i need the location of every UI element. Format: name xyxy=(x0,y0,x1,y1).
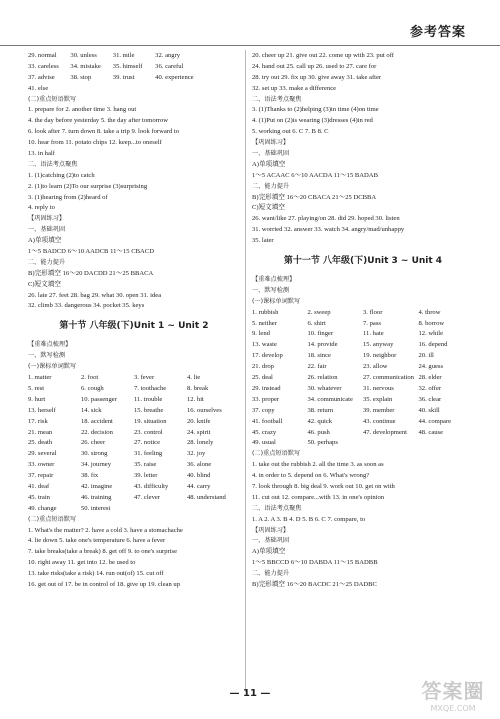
answer-line: 32. climb 33. dangerous 34. pocket 35. keys xyxy=(28,302,145,310)
answer-line: 32. set up 33. make a difference xyxy=(252,84,337,92)
answer-cell: 50. perhaps xyxy=(307,439,338,447)
section-heading: 二、语法考点聚焦 xyxy=(252,95,302,103)
answer-cell: 1. matter xyxy=(28,374,52,382)
answer-row xyxy=(28,504,240,515)
section-heading: 【巩固练习】 xyxy=(28,215,66,223)
answer-cell: 7. pass xyxy=(363,319,381,327)
answer-cell: 17. risk xyxy=(28,417,48,425)
answer-cell: 46. training xyxy=(81,493,112,501)
answer-cell: 29. normal xyxy=(28,52,57,59)
answer-cell: 3. floor xyxy=(363,308,383,316)
answer-cell: 37. advise xyxy=(28,73,55,81)
answer-row xyxy=(252,319,474,330)
answer-cell: 46. push xyxy=(307,428,330,436)
answer-cell: 29. instead xyxy=(252,384,281,392)
answer-row xyxy=(28,471,240,482)
answer-line: 1～5 BADCD 6～10 AADCB 11～15 CBACD xyxy=(28,248,154,256)
answer-cell: 15. breathe xyxy=(134,406,164,414)
answer-cell: 30. strong xyxy=(81,450,108,458)
answer-line: 1. take out the rubbish 2. all the time 3. as soon as xyxy=(252,461,384,469)
answer-row xyxy=(28,460,240,471)
answer-cell: 43. continue xyxy=(363,417,396,425)
answer-row xyxy=(28,417,240,428)
answer-line: A)单项填空 xyxy=(252,160,286,168)
answer-cell: 35. raise xyxy=(134,461,157,469)
answer-cell: 30. whatever xyxy=(307,384,342,392)
answer-cell: 39. trust xyxy=(112,73,135,81)
answer-line: C)短文填空 xyxy=(28,280,61,288)
answer-line: 1. What's the matter? 2. have a cold 3. have a stomachache xyxy=(28,526,183,534)
answer-cell: 32. joy xyxy=(187,450,206,458)
answer-line: 2. (1)to learn (2)To our surprise (3)surprising xyxy=(28,182,148,190)
answer-cell: 43. difficulty xyxy=(134,482,169,490)
answer-line: 13. take risks(take a risk) 14. run out(of) 15. cut off xyxy=(28,570,164,578)
answer-cell: 8. borrow xyxy=(418,319,445,327)
answer-row xyxy=(252,308,474,319)
answer-line: 31. worried 32. answer 33. watch 34. angry/mad/unhappy xyxy=(252,226,405,234)
answer-cell: 22. fair xyxy=(307,363,327,371)
answer-row xyxy=(252,417,474,428)
right-column xyxy=(252,51,474,591)
section-heading: 一、基础巩固 xyxy=(252,150,290,158)
answer-line: 20. cheer up 21. give out 22. come up with 23. put off xyxy=(252,52,394,59)
answer-row xyxy=(28,395,240,406)
answer-cell: 41. deaf xyxy=(28,482,50,490)
answer-line: 4. reply to xyxy=(28,204,55,212)
answer-line: 4. (1)Put on (2)is wearing (3)dresses (4)in red xyxy=(252,117,373,125)
answer-row xyxy=(252,438,474,449)
answer-cell: 13. herself xyxy=(28,406,56,414)
answer-cell: 30. unless xyxy=(70,52,97,59)
answer-cell: 16. depend xyxy=(418,341,448,349)
answer-line: B)完形填空 16～20 DACDD 21～25 BBACA xyxy=(28,269,154,277)
answer-row xyxy=(252,428,474,439)
answer-cell: 10. finger xyxy=(307,330,334,338)
answer-line: 3. (1)hearing from (2)heard of xyxy=(28,193,108,201)
answer-line: B)完形填空 16～20 CBACA 21～25 DCBBA xyxy=(252,193,377,201)
answer-cell xyxy=(419,438,475,449)
answer-cell: 37. repair xyxy=(28,472,54,480)
answer-cell: 34. communicate xyxy=(307,395,353,403)
answer-row xyxy=(28,62,240,73)
answer-line: 1. (1)catching (2)to catch xyxy=(28,171,95,179)
answer-line: 1～5 BBCCD 6～10 DABDA 11～15 BADBB xyxy=(252,559,378,567)
answer-cell: 9. lend xyxy=(252,330,270,338)
answer-cell: 28. elder xyxy=(418,374,442,382)
section-heading: 二、能力提升 xyxy=(252,570,290,578)
header-title: 参考答案 xyxy=(409,25,466,40)
answer-row xyxy=(28,51,240,62)
section-heading: (二)重点短语默写 xyxy=(28,515,77,523)
answer-cell: 4. throw xyxy=(418,308,441,316)
answer-cell: 9. hurt xyxy=(28,395,46,403)
answer-cell: 36. careful xyxy=(155,62,184,70)
answer-line: 7. take breaks(take a break) 8. get off 9. to one's surprise xyxy=(28,548,178,556)
answer-cell: 17. develop xyxy=(252,352,283,360)
answer-cell: 27. notice xyxy=(134,439,161,447)
answer-cell: 21. mean xyxy=(28,428,53,436)
section-heading: 二、语法考点聚焦 xyxy=(28,160,78,168)
answer-cell xyxy=(134,504,187,515)
answer-cell: 11. hate xyxy=(363,330,384,338)
section-heading: (一)课标单词默写 xyxy=(28,363,77,371)
answer-cell xyxy=(198,73,240,84)
answer-cell: 42. quick xyxy=(307,417,333,425)
answer-cell: 4. lie xyxy=(187,374,201,382)
answer-cell: 38. stop xyxy=(70,73,92,81)
answer-row xyxy=(28,428,240,439)
answer-cell: 41. football xyxy=(252,417,283,425)
answer-cell: 5. rest xyxy=(28,384,45,392)
answer-cell: 2. sweep xyxy=(307,308,331,316)
answer-cell: 28. lonely xyxy=(187,439,214,447)
answer-cell: 31. mile xyxy=(112,52,135,59)
answer-cell: 48. cause xyxy=(418,428,444,436)
page-number: — 11 — xyxy=(229,688,271,699)
answer-row xyxy=(28,384,240,395)
answer-row xyxy=(252,384,474,395)
answer-cell: 40. experience xyxy=(155,73,194,81)
answer-line: 41. else xyxy=(28,84,49,92)
section-heading: 一、默写检测 xyxy=(252,286,290,294)
answer-line: A)单项填空 xyxy=(252,548,286,556)
answer-cell: 45. train xyxy=(28,493,50,501)
answer-line: 35. later xyxy=(252,237,274,245)
answer-line: 6. look after 7. turn down 8. take a trip 9. look forward to xyxy=(28,128,180,136)
lesson-title: 第十一节 八年级(下)Unit 3 ~ Unit 4 xyxy=(283,256,443,267)
answer-cell: 29. several xyxy=(28,450,57,458)
section-heading: 一、基础巩固 xyxy=(252,537,290,545)
answer-cell: 20. ill xyxy=(418,352,434,360)
answer-row xyxy=(28,373,240,384)
answer-cell: 44. compare xyxy=(418,417,452,425)
answer-cell: 47. development xyxy=(363,428,407,436)
answer-cell: 20. knife xyxy=(187,417,211,425)
answer-cell: 13. waste xyxy=(252,341,277,349)
answer-cell: 31. nervous xyxy=(363,384,394,392)
answer-cell: 6. shirt xyxy=(307,319,326,327)
answer-cell: 11. trouble xyxy=(134,395,163,403)
answer-cell: 23. allow xyxy=(363,363,388,371)
section-heading: 【重难点梳理】 xyxy=(28,341,72,349)
answer-row xyxy=(252,340,474,351)
answer-cell xyxy=(363,438,419,449)
answer-cell xyxy=(198,51,240,62)
answer-row xyxy=(28,406,240,417)
answer-line: 26. want/like 27. playing/on 28. did 29. hoped 30. listen xyxy=(252,215,400,223)
answer-cell: 23. control xyxy=(134,428,163,436)
answer-cell: 25. deal xyxy=(252,374,273,382)
answer-cell: 18. accident xyxy=(81,417,113,425)
answer-row xyxy=(28,449,240,460)
answer-cell xyxy=(198,62,240,73)
answer-row xyxy=(252,395,474,406)
answer-row xyxy=(252,406,474,417)
answer-cell: 50. interest xyxy=(81,504,111,512)
answer-cell: 38. return xyxy=(307,406,334,414)
answer-cell: 3. fever xyxy=(134,374,155,382)
answer-cell: 33. careless xyxy=(28,62,59,70)
answer-line: 3. (1)Thanks to (2)helping (3)in time (4)on time xyxy=(252,106,379,114)
answer-row xyxy=(252,373,474,384)
answer-cell xyxy=(187,504,240,515)
answer-line: 4. the day before yesterday 5. the day after tomorrow xyxy=(28,117,169,125)
column-divider xyxy=(245,50,246,692)
answer-cell: 18. since xyxy=(307,352,331,360)
answer-cell: 10. passenger xyxy=(81,395,117,403)
answer-line: 5. working out 6. C 7. B 8. C xyxy=(252,128,329,136)
answer-cell: 8. break xyxy=(187,384,209,392)
answer-cell: 1. rubbish xyxy=(252,308,279,316)
lesson-title: 第十节 八年级(下)Unit 1 ~ Unit 2 xyxy=(59,321,209,332)
answer-cell: 14. provide xyxy=(307,341,338,349)
answer-line: 16. get out of 17. be in control of 18. give up 19. clean up xyxy=(28,580,180,588)
answer-line: 4. in order to 5. depend on 6. What's wrong? xyxy=(252,472,370,480)
section-heading: (一)课标单词默写 xyxy=(252,297,301,305)
answer-line: 1. A 2. A 3. B 4. D 5. B 6. C 7. compare, to xyxy=(252,515,366,523)
answer-line: 24. hand out 25. call up 26. used to 27. care for xyxy=(252,62,377,70)
answer-cell: 36. alone xyxy=(187,461,212,469)
watermark-logo xyxy=(414,675,492,713)
answer-cell: 21. drop xyxy=(252,363,274,371)
answer-cell: 36. clear xyxy=(418,395,442,403)
answer-cell: 40. blind xyxy=(187,472,211,480)
answer-cell: 24. spirit xyxy=(187,428,211,436)
answer-row xyxy=(252,362,474,373)
answer-cell: 5. neither xyxy=(252,319,277,327)
answer-cell: 35. explain xyxy=(363,395,393,403)
answer-cell: 47. clever xyxy=(134,493,160,501)
answer-cell: 22. decision xyxy=(81,428,113,436)
answer-cell: 26. cheer xyxy=(81,439,106,447)
answer-cell: 42. imagine xyxy=(81,482,113,490)
answer-line: B)完形填空 16～20 BACDC 21～25 DADBC xyxy=(252,580,377,588)
answer-cell: 19. neighbor xyxy=(363,352,397,360)
answer-row xyxy=(28,73,240,84)
left-column xyxy=(28,51,240,591)
answer-cell: 12. hit xyxy=(187,395,204,403)
watermark-url: MXQE.COM xyxy=(430,704,476,713)
answer-line: 26. late 27. feet 28. bag 29. what 30. open 31. idea xyxy=(28,291,162,299)
answer-line: 10. right away 11. get into 12. be used to xyxy=(28,559,136,567)
answer-cell: 25. death xyxy=(28,439,53,447)
answer-cell: 12. while xyxy=(418,330,444,338)
answer-line: 13. in half xyxy=(28,150,55,158)
section-heading: 【重难点梳理】 xyxy=(252,276,296,284)
answer-line: 1～5 ACAAC 6～10 AACDA 11～15 BADAB xyxy=(252,171,378,179)
answer-cell: 48. understand xyxy=(187,493,226,501)
answer-cell: 27. communication xyxy=(363,374,414,382)
answer-line: 28. try out 29. fix up 30. give away 31. take after xyxy=(252,73,382,81)
answer-line: 10. hear from 11. potato chips 12. keep...to oneself xyxy=(28,139,162,147)
section-heading: 【巩固练习】 xyxy=(252,139,290,147)
answer-cell: 33. owner xyxy=(28,461,55,469)
watermark-logo-text: 答案圈 xyxy=(421,679,485,703)
answer-row xyxy=(28,482,240,493)
answer-cell: 6. cough xyxy=(81,384,104,392)
answer-cell: 49. usual xyxy=(252,439,276,447)
answer-cell: 31. feeling xyxy=(134,450,163,458)
answer-line: 4. lie down 5. take one's temperature 6. have a fever xyxy=(28,537,166,545)
answer-cell: 14. sick xyxy=(81,406,102,414)
answer-cell: 26. relation xyxy=(307,374,338,382)
section-heading: (二)重点短语默写 xyxy=(28,95,77,103)
answer-cell: 38. fix xyxy=(81,472,99,480)
answer-row xyxy=(252,329,474,340)
answer-line: A)单项填空 xyxy=(28,237,62,245)
answer-cell: 34. journey xyxy=(81,461,112,469)
answer-cell: 44. carry xyxy=(187,482,211,490)
section-heading: (二)重点短语默写 xyxy=(252,450,301,458)
answer-cell: 39. letter xyxy=(134,472,158,480)
section-heading: 【巩固练习】 xyxy=(252,526,290,534)
answer-line: C)短文填空 xyxy=(252,204,285,212)
answer-cell: 15. anyway xyxy=(363,341,394,349)
page-header xyxy=(0,0,500,46)
answer-cell: 39. member xyxy=(363,406,395,414)
section-heading: 二、能力提升 xyxy=(28,258,66,266)
section-heading: 一、基础巩固 xyxy=(28,226,66,234)
answer-cell: 40. skill xyxy=(418,406,440,414)
answer-cell: 45. crazy xyxy=(252,428,277,436)
answer-cell: 32. offer xyxy=(418,384,442,392)
answer-cell: 16. ourselves xyxy=(187,406,222,414)
answer-cell: 24. guess xyxy=(418,363,444,371)
answer-cell: 32. angry xyxy=(155,52,181,59)
answer-cell: 33. proper xyxy=(252,395,280,403)
answer-line: 7. look through 8. big deal 9. work out 10. get on with xyxy=(252,482,395,490)
answer-row xyxy=(28,438,240,449)
answer-row xyxy=(28,493,240,504)
section-heading: 一、默写检测 xyxy=(28,352,66,360)
answer-cell: 34. mistake xyxy=(70,62,101,70)
answer-line: 11. cut out 12. compare...with 13. in one's opinion xyxy=(252,493,385,501)
answer-cell: 37. copy xyxy=(252,406,275,414)
answer-cell: 2. foot xyxy=(81,374,99,382)
section-heading: 二、语法考点聚焦 xyxy=(252,504,302,512)
answer-cell: 19. situation xyxy=(134,417,167,425)
answer-cell: 7. toothache xyxy=(134,384,167,392)
answer-cell: 49. change xyxy=(28,504,57,512)
answer-row xyxy=(252,351,474,362)
answer-line: 1. prepare for 2. another time 3. hang out xyxy=(28,106,137,114)
section-heading: 二、能力提升 xyxy=(252,182,290,190)
answer-cell: 35. himself xyxy=(112,62,143,70)
